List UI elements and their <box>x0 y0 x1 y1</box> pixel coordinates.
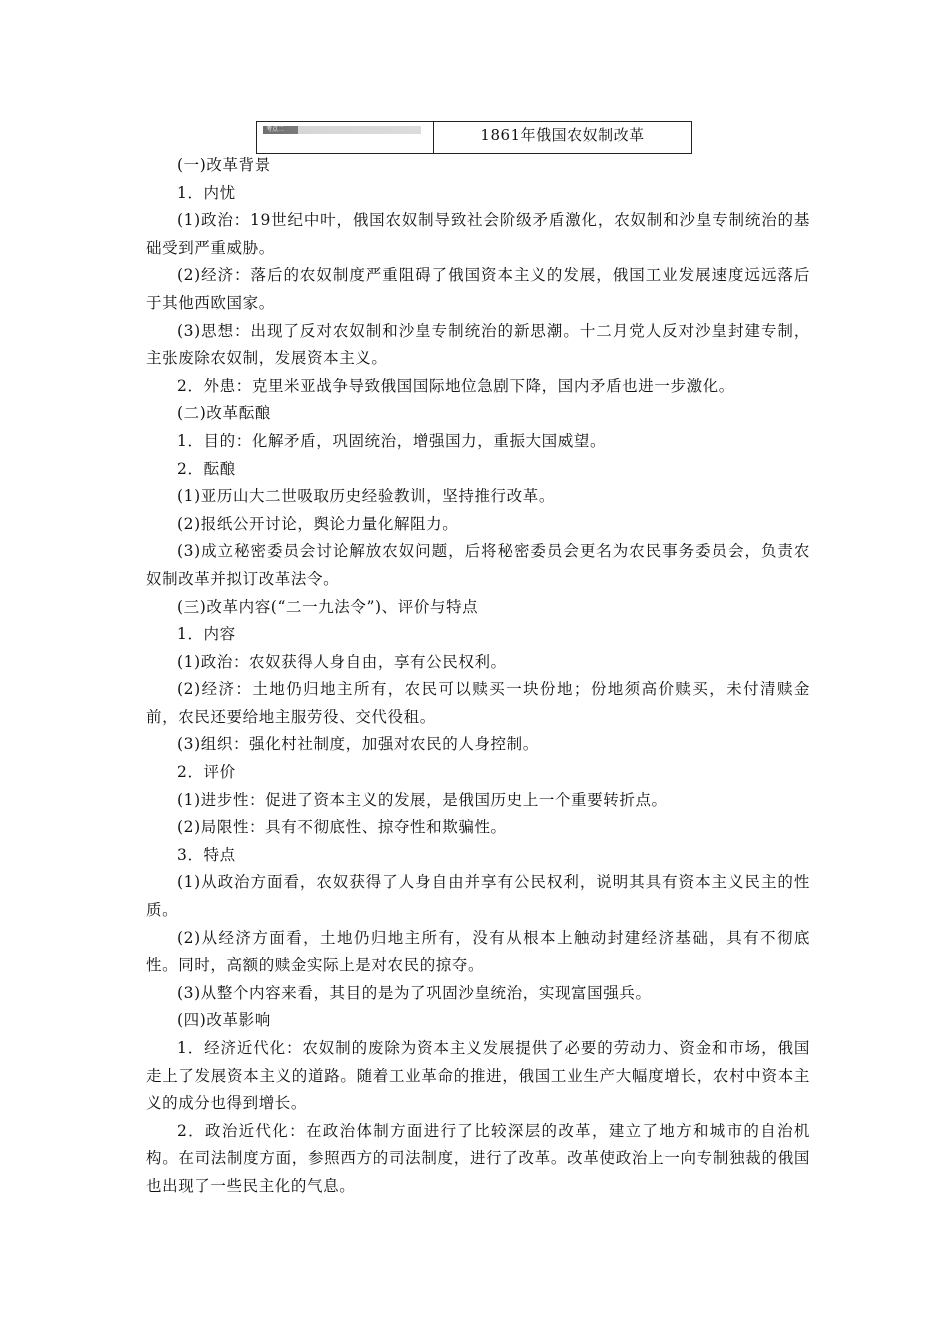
subheading-features: 3．特点 <box>177 845 236 864</box>
paragraph: (2)经济：土地仍归地主所有，农民可以赎买一块份地；份地须高价赎买，未付清赎金前，农民还要给地主服劳役、交代役租。 <box>146 680 810 726</box>
section-header <box>256 121 692 154</box>
paragraph: (1)亚历山大二世吸取历史经验教训，坚持推行改革。 <box>177 487 555 506</box>
subheading-content: 1．内容 <box>177 625 236 644</box>
paragraph: (3)组织：强化村社制度，加强对农民的人身控制。 <box>177 735 539 754</box>
section-title: 1861年俄国农奴制改革 <box>480 126 645 144</box>
paragraph: (1)进步性：促进了资本主义的发展，是俄国历史上一个重要转折点。 <box>177 790 668 809</box>
paragraph: 1．经济近代化：农奴制的废除为资本主义发展提供了必要的劳动力、资金和市场，俄国走上了发展资本主义的道路。随着工业革命的推进，俄国工业生产大幅度增长，农村中资本主义的成分也得到增长。 <box>146 1039 810 1113</box>
heading-impact: (四)改革影响 <box>177 1011 271 1030</box>
paragraph: (1)政治：19世纪中叶，俄国农奴制导致社会阶级矛盾激化，农奴制和沙皇专制统治的基础受到严重威胁。 <box>146 211 810 257</box>
paragraph: (3)从整个内容来看，其目的是为了巩固沙皇统治，实现富国强兵。 <box>177 983 652 1002</box>
document-body <box>146 152 810 1201</box>
heading-content: (三)改革内容(“二一九法令”)、评价与特点 <box>177 597 479 616</box>
paragraph: (2)局限性：具有不彻底性、掠夺性和欺骗性。 <box>177 818 507 837</box>
subheading-evaluation: 2．评价 <box>177 763 236 782</box>
section-tag-badge: 考点二 <box>263 126 421 134</box>
subheading-internal: 1．内忧 <box>177 183 236 202</box>
paragraph: (2)经济：落后的农奴制度严重阻碍了俄国资本主义的发展，俄国工业发展速度远远落后于其他西欧国家。 <box>146 266 810 312</box>
subheading-preparation: 2．酝酿 <box>177 459 236 478</box>
section-header-tag-cell <box>257 122 434 153</box>
paragraph: 1．目的：化解矛盾，巩固统治，增强国力，重振大国威望。 <box>177 431 607 450</box>
paragraph: 2．外患：克里米亚战争导致俄国国际地位急剧下降，国内矛盾也进一步激化。 <box>177 376 735 395</box>
paragraph: 2．政治近代化：在政治体制方面进行了比较深层的改革，建立了地方和城市的自治机构。在司法制度方面，参照西方的司法制度，进行了改革。改革使政治上一向专制独裁的俄国也出现了一些民主化的气息。 <box>146 1121 810 1195</box>
heading-preparation: (二)改革酝酿 <box>177 404 271 423</box>
paragraph: (1)从政治方面看，农奴获得了人身自由并享有公民权利，说明其具有资本主义民主的性质。 <box>146 873 810 920</box>
heading-background: (一)改革背景 <box>177 156 271 174</box>
paragraph: (2)报纸公开讨论，舆论力量化解阻力。 <box>177 514 459 533</box>
paragraph: (3)思想：出现了反对农奴制和沙皇专制统治的新思潮。十二月党人反对沙皇封建专制，主张废除农奴制，发展资本主义。 <box>146 321 810 368</box>
paragraph: (2)从经济方面看，土地仍归地主所有，没有从根本上触动封建经济基础，具有不彻底性。同时，高额的赎金实际上是对农民的掠夺。 <box>146 928 810 975</box>
paragraph: (3)成立秘密委员会讨论解放农奴问题，后将秘密委员会更名为农民事务委员会，负责农奴制改革并拟订改革法令。 <box>146 542 810 588</box>
paragraph: (1)政治：农奴获得人身自由，享有公民权利。 <box>177 652 507 671</box>
